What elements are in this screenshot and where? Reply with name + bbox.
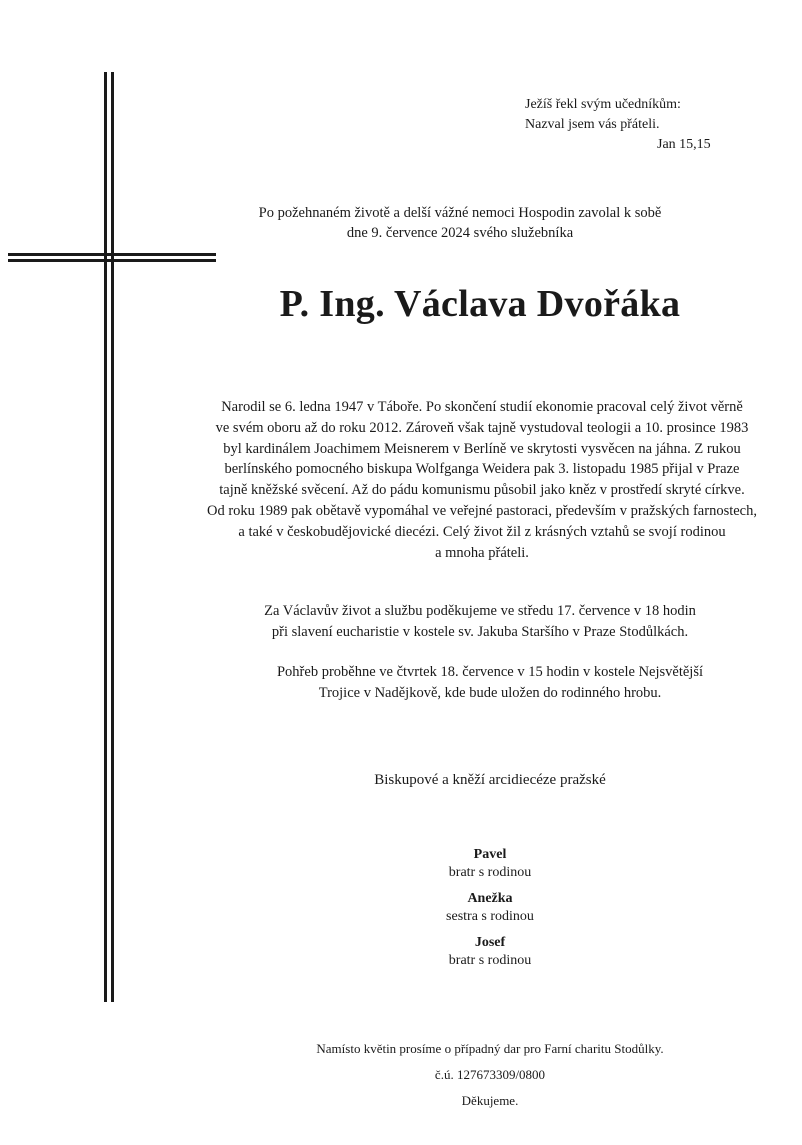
memorial-mass-info: Za Václavův život a službu poděkujeme ve středu 17. července v 18 hodin při slavení eucharistie v kostele sv. Jakuba Staršího v Praze Stodůlkách. [264,603,696,640]
mourner-relation: bratr s rodinou [448,865,532,880]
biography-line: a mnoha přáteli. [435,544,529,561]
biography-line: byl kardinálem Joachimem Meisnerem v Berlíně ve skrytosti vysvěcen na jáhna. Z rukou [223,440,741,457]
mourners-list [380,846,600,978]
quote-reference: Jan 15,15 [657,137,711,152]
mourner-entry [380,846,600,882]
mourner-relation: bratr s rodinou [448,953,532,968]
donation-request: Namísto květin prosíme o případný dar pro Farní charitu Stodůlky. [316,1041,664,1056]
mourner-entry [380,890,600,926]
deceased-name: P. Ing. Václava Dvořáka [279,283,681,325]
cross-horizontal-beam [8,253,216,262]
bank-account: č.ú. 127673309/0800 [434,1067,546,1082]
mourner-relation: sestra s rodinou [446,909,534,924]
biography-line: Narodil se 6. ledna 1947 v Táboře. Po skončení studií ekonomie pracoval celý život věrně [221,399,743,415]
biography-line: ve svém oboru až do roku 2012. Zároveň však tajně vystudoval teologii a 10. prosince 1983 [215,419,749,436]
quote-line-2: Nazval jsem vás přáteli. [525,117,660,132]
quote-line-1: Ježíš řekl svým učedníkům: [525,97,681,112]
biography-line: tajně kněžské svěcení. Až do pádu komunismu působil jako kněz v prostředí skryté církve. [219,482,745,499]
mourner-name: Anežka [467,891,513,906]
donation-footer [220,1036,760,1114]
biography-line: Od roku 1989 pak obětavě vypomáhal ve veřejné pastoraci, především v pražských farnostech, [206,502,757,519]
funeral-info: Pohřeb proběhne ve čtvrtek 18. července v 15 hodin v kostele Nejsvětější Trojice v Nadějkově, kde bude uložen do rodinného hrobu. [276,664,703,701]
bible-quote [525,95,711,155]
thanks-text: Děkujeme. [461,1093,519,1108]
cross-vertical-beam [104,72,114,1002]
biography-line: berlínského pomocného biskupa Wolfganga Weidera pak 3. listopadu 1985 přijal v Praze [224,461,740,478]
biography [180,397,784,563]
mourner-name: Pavel [473,847,507,862]
biography-line: a také v českobudějovické diecézi. Celý život žil z krásných vztahů se svojí rodinou [238,523,726,540]
announcement-intro: Po požehnaném životě a delší vážné nemoci Hospodin zavolal k sobě dne 9. července 2024 svého služebníka [258,205,662,241]
mourner-entry [380,934,600,970]
bishops-signature: Biskupové a kněží arcidiecéze pražské [374,772,606,788]
mourner-name: Josef [474,935,506,950]
